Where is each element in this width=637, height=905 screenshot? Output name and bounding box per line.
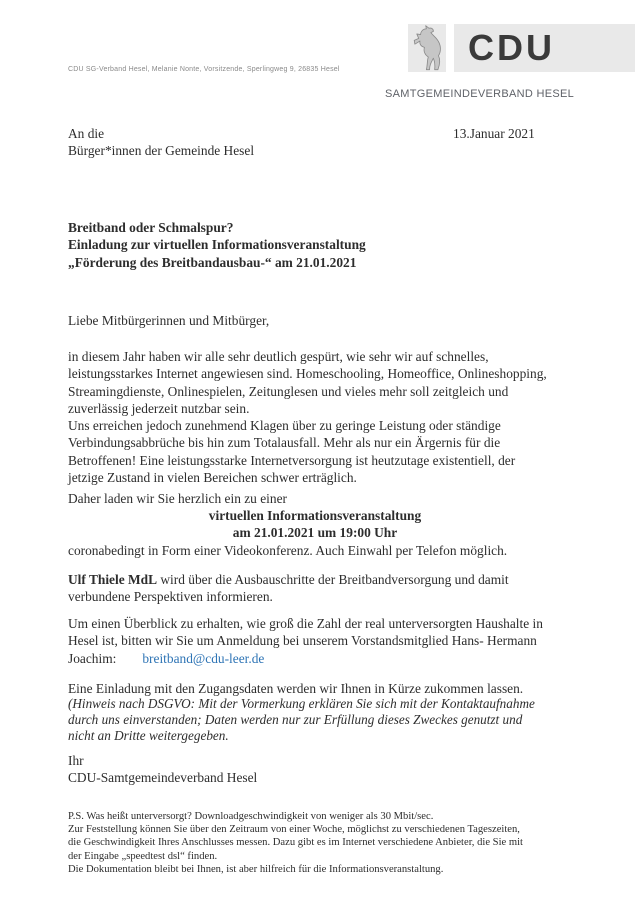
salutation: Liebe Mitbürgerinnen und Mitbürger,	[68, 313, 270, 328]
text-line	[68, 650, 543, 667]
email-link[interactable]: breitband@cdu-leer.de	[142, 650, 265, 666]
access-data-line: Eine Einladung mit den Zugangsdaten werden wir Ihnen in Kürze zukommen lassen.	[68, 681, 524, 696]
text-line: Verbindungsabbrüche bis hin zum Totalausfall. Mehr als nur ein Ärgernis für die	[68, 435, 501, 451]
ps-line: Zur Feststellung können Sie über den Zeitraum von einer Woche, möglichst zu verschiedenen Tageszeiten,	[68, 824, 520, 836]
invitation-event-block	[68, 507, 562, 542]
ps-line: P.S. Was heißt unterversorgt? Downloadgeschwindigkeit von weniger als 30 Mbit/sec.	[68, 811, 434, 822]
signature-org: CDU-Samtgemeindeverband Hesel	[68, 770, 258, 786]
corona-note: coronabedingt in Form einer Videokonferenz. Auch Einwahl per Telefon möglich.	[68, 543, 508, 558]
subject-block	[68, 219, 366, 271]
text-line: durch uns einverstanden; Daten werden nur zur Erfüllung dieses Zweckes genutzt und	[68, 711, 523, 727]
recipient-line: Bürger*innen der Gemeinde Hesel	[68, 143, 255, 159]
registration-block	[68, 615, 543, 667]
text-line: leistungsstarkes Internet angewiesen sind. Homeschooling, Homeoffice, Onlineshopping,	[68, 366, 547, 382]
speaker-block	[68, 571, 509, 606]
closing-line: Ihr	[68, 753, 84, 768]
event-title-line: virtuellen Informationsveranstaltung	[208, 508, 422, 523]
subject-line: Einladung zur virtuellen Informationsveranstaltung	[68, 237, 366, 253]
sender-address-line: CDU SG-Verband Hesel, Melanie Nonte, Vorsitzende, Sperlingweg 9, 26835 Hesel	[68, 66, 340, 73]
text-line: Hesel ist, bitten wir Sie um Anmeldung bei unserem Vorstandsmitglied Hans- Hermann	[68, 633, 537, 649]
postscript-block	[68, 810, 523, 876]
dsgvo-notice	[68, 696, 535, 743]
registration-label: Joachim:	[68, 650, 117, 666]
text-line: Um einen Überblick zu erhalten, wie groß die Zahl der real unterversorgten Haushalte in	[68, 616, 543, 631]
text-line	[68, 571, 509, 588]
text-line: jetzige Zustand in vielen Bereichen schwer erträglich.	[68, 469, 357, 485]
text-line: nicht an Dritte weitergegeben.	[68, 727, 229, 743]
subject-line: „Förderung des Breitbandausbau-“ am 21.01.2021	[68, 254, 357, 270]
text-line: (Hinweis nach DSGVO: Mit der Vormerkung erklären Sie sich mit der Kontaktaufnahme	[68, 696, 535, 711]
org-name: SAMTGEMEINDEVERBAND HESEL	[385, 88, 575, 100]
ps-line: die Geschwindigkeit Ihres Anschlusses messen. Dazu gibt es im Internet verschiedene Anbieter, die Sie mit	[68, 837, 523, 849]
paragraph-internet	[68, 348, 547, 417]
text-line: Uns erreichen jedoch zunehmend Klagen über zu geringe Leistung oder ständige	[68, 418, 501, 433]
subject-line: Breitband oder Schmalspur?	[68, 220, 234, 235]
recipient-block	[68, 125, 254, 160]
cdu-logo-text: CDU	[468, 27, 555, 68]
text-line: verbundene Perspektiven informieren.	[68, 589, 273, 605]
text-line: Betroffenen! Eine leistungsstarke Internetversorgung ist heutzutage existentiell, der	[68, 452, 516, 468]
recipient-line: An die	[68, 126, 105, 141]
event-datetime-line: am 21.01.2021 um 19:00 Uhr	[232, 525, 398, 541]
speaker-rest: wird über die Ausbauschritte der Breitbandversorgung und damit	[157, 572, 509, 587]
cdu-logo	[454, 24, 635, 72]
speaker-name: Ulf Thiele MdL	[68, 572, 158, 587]
lower-saxony-horse-icon	[408, 24, 446, 72]
closing-block	[68, 752, 257, 787]
ps-line: Die Dokumentation bleibt bei Ihnen, ist aber hilfreich für die Informationsveranstaltung.	[68, 863, 444, 875]
text-line: Streamingdienste, Onlinespielen, Zeitunglesen und vieles mehr soll zeitgleich und	[68, 383, 509, 399]
text-line: in diesem Jahr haben wir alle sehr deutlich gespürt, wie sehr wir auf schnelles,	[68, 349, 489, 364]
ps-line: der Eingabe „speedtest dsl“ finden.	[68, 850, 218, 862]
paragraph-complaints	[68, 417, 515, 486]
text-line: zuverlässig jederzeit nutzbar sein.	[68, 400, 250, 416]
letter-date: 13.Januar 2021	[453, 126, 535, 141]
invitation-intro: Daher laden wir Sie herzlich ein zu einer	[68, 491, 287, 506]
